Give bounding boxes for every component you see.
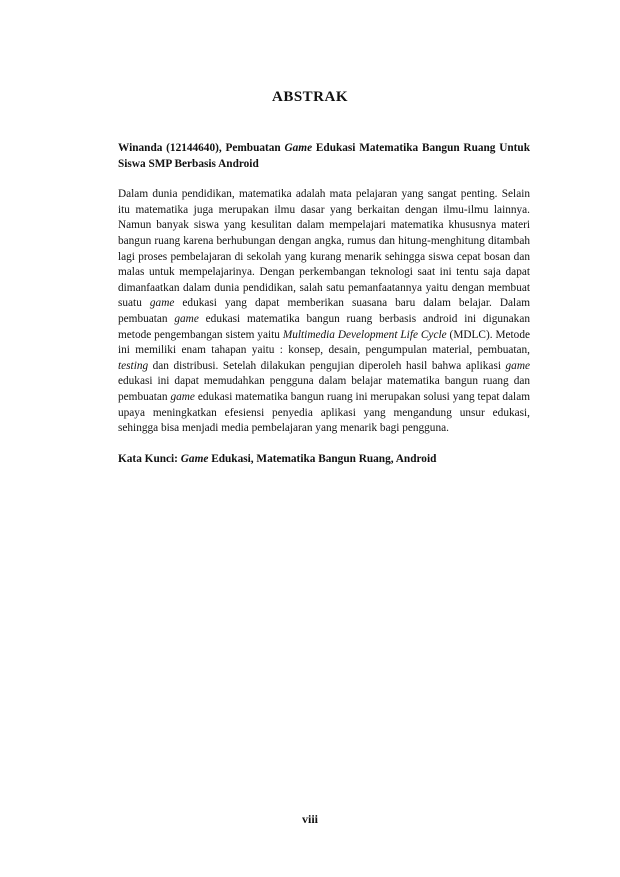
heading-title-rest: Edukasi Matematika Bangun Ruang Untuk Siswa SMP Berbasis Android (118, 142, 530, 170)
abstract-text-run: edukasi matematika bangun ruang berbasis android ini digunakan metode pengembangan sistem yaitu (118, 312, 530, 341)
abstract-text-run: edukasi matematika bangun ruang ini merupakan solusi yang tepat dalam upaya meningkatkan efesiensi penyedia aplikasi yang mengandung unsur edukasi, sehingga bisa menjadi media pembelajaran yang menarik bagi pengguna. (118, 390, 530, 435)
abstract-italic-term: game (170, 390, 195, 403)
heading-italic: Game (284, 142, 313, 154)
keywords-label: Kata Kunci: (118, 452, 181, 465)
abstract-italic-term: testing (118, 359, 149, 372)
abstract-italic-term: game (505, 359, 530, 372)
abstract-italic-term: Multimedia Development Life Cycle (282, 328, 447, 341)
keywords-line (118, 452, 530, 468)
abstract-title: ABSTRAK (271, 89, 349, 105)
abstract-text-run: dan distribusi. Setelah dilakukan pengujian diperoleh hasil bahwa aplikasi (148, 359, 506, 372)
abstract-text-run: edukasi yang dapat memberikan suasana baru dalam belajar. Dalam pembuatan (118, 297, 530, 325)
abstract-text-run: edukasi ini dapat memudahkan pengguna dalam belajar matematika bangun ruang dan pembuatan (118, 375, 530, 403)
abstract-italic-term: game (174, 312, 199, 325)
keywords-rest: Edukasi, Matematika Bangun Ruang, Android (208, 452, 437, 465)
abstract-paragraph (118, 187, 530, 437)
abstract-body (118, 141, 530, 467)
keywords-italic: Game (180, 452, 209, 465)
abstract-text-run: (MDLC). Metode ini memiliki enam tahapan yaitu : konsep, desain, pengumpulan material, pembuatan, (118, 328, 530, 357)
heading-author: Winanda (12144640), Pembuatan (118, 142, 285, 154)
abstract-italic-term: game (149, 297, 175, 310)
page-number: viii (301, 812, 318, 826)
abstract-text-run: Dalam dunia pendidikan, matematika adalah mata pelajaran yang sangat penting. Selain itu matematika juga merupakan ilmu dasar yang berkaitan dengan ilmu-ilmu lainnya. Namun banyak siswa yang kesulitan dalam mempelajari matematika khususnya materi bangun ruang karena berhubungan dengan angka, rumus dan hitung-menghitung ditambah lagi proses pembelajaran di sekolah yang kurang menarik sehingga siswa cepat bosan dan malas untuk mempelajarinya. Dengan perkembangan teknologi saat ini tentu saja dapat dimanfaatkan dalam dunia pendidikan, salah satu pemanfaatannya yaitu dengan membuat suatu (118, 188, 530, 310)
abstract-heading (118, 141, 530, 172)
